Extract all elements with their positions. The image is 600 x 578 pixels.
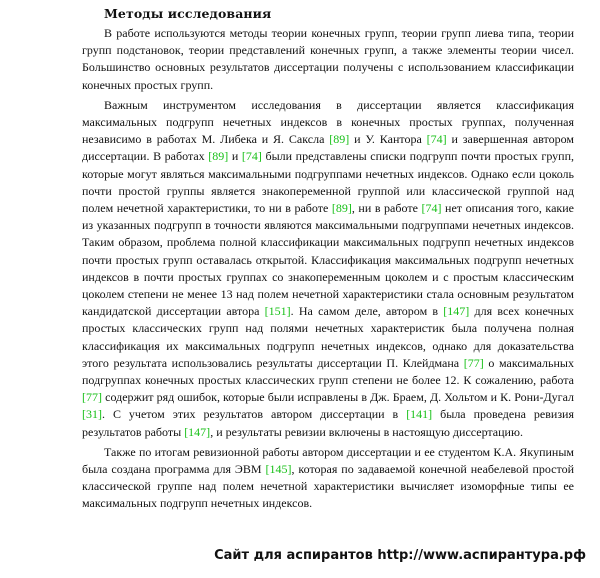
text-segment: , ни в работе xyxy=(351,201,422,216)
text-segment: и У. Кантора xyxy=(349,132,427,147)
text-segment: Важным инструментом исследования в диссертации является классификация максимальных подгрупп нечетных индексов в конечных простых группах, полученная независимо в работах М. Либека и Я. Саксла xyxy=(82,97,574,147)
text-segment: для всех конечных простых классических групп над полями нечетных характеристик была получена полная классификация их максимальных подгрупп нечетных индексов, однако для доказательства этого результата использовались результаты диссертации П. Клейдмана xyxy=(82,304,574,370)
text-segment: . На самом деле, автором в xyxy=(290,304,444,319)
citation-link[interactable]: [145] xyxy=(265,462,292,477)
text-segment: о максимальных подгруппах конечных простых классических групп степени не более 12. К сожалению, работа xyxy=(82,355,574,388)
citation-link[interactable]: [89] xyxy=(331,201,352,216)
footer-watermark[interactable]: Сайт для аспирантов http://www.аспирантура.рф xyxy=(214,548,586,563)
paragraph xyxy=(82,25,574,94)
citation-link[interactable]: [77] xyxy=(82,390,102,405)
citation-link[interactable]: [89] xyxy=(208,149,229,164)
citation-link[interactable]: [74] xyxy=(426,132,447,147)
citation-link[interactable]: [141] xyxy=(406,407,433,422)
text-segment: , которая по задаваемой конечной неабелевой простой классической группе над полем нечетной характеристики вычисляет изоморфные типы ее максимальных подгрупп нечетных индексов. xyxy=(82,462,575,511)
text-segment: были представлены списки подгрупп почти простых групп, которые могут являться максимальными подгруппами нечетных индексов. Однако если цоколь почти простой группы является знакопеременной группой или классической группой над полем нечетной характеристики, то ни в работе xyxy=(82,149,574,216)
citation-link[interactable]: [74] xyxy=(241,149,262,164)
citation-link[interactable]: [151] xyxy=(264,304,291,319)
text-segment: была проведена ревизия результатов работы xyxy=(82,407,575,439)
citation-link[interactable]: [77] xyxy=(463,355,484,370)
text-segment: , и результаты ревизии включены в настоящую диссертацию. xyxy=(210,424,523,439)
section-heading: Методы исследования xyxy=(104,6,272,21)
text-segment: . С учетом этих результатов автором диссертации в xyxy=(102,407,407,422)
paragraph xyxy=(82,444,574,513)
body-text xyxy=(82,25,574,513)
text-segment: Также по итогам ревизионной работы автором диссертации и ее студентом К.А. Якупиным была создана программа для ЭВМ xyxy=(82,444,574,477)
text-segment: и xyxy=(228,149,242,164)
citation-link[interactable]: [147] xyxy=(443,304,470,319)
text-segment: В работе используются методы теории конечных групп, теории групп лиева типа, теории групп подстановок, теории представлений конечных групп, а также элементы теории чисел. Большинство основных результатов диссертации получены с использованием классификации конечных простых групп. xyxy=(82,26,574,92)
citation-link[interactable]: [147] xyxy=(184,424,211,439)
text-segment: и завершенная автором диссертации. В работах xyxy=(82,132,575,164)
paragraph xyxy=(82,97,574,441)
text-segment: нет описания того, какие из указанных подгрупп в точности являются максимальными подгруппами нечетных индексов. Таким образом, проблема полной классификации максимальных подгрупп нечетных индексов почти простых групп оставалась открытой. Классификация максимальных подгрупп нечетных индексов в почти простых группах со знакопеременным цоколем и с простым классическим цоколем степени не менее 13 над полем нечетной характеристики стала основным результатом кандидатской диссертации автора xyxy=(82,201,574,319)
citation-link[interactable]: [74] xyxy=(421,201,442,216)
citation-link[interactable]: [89] xyxy=(329,132,350,147)
citation-link[interactable]: [31] xyxy=(82,407,102,422)
text-segment: содержит ряд ошибок, которые были исправлены в Дж. Браем, Д. Хольтом и К. Рони-Дугал xyxy=(102,390,574,405)
